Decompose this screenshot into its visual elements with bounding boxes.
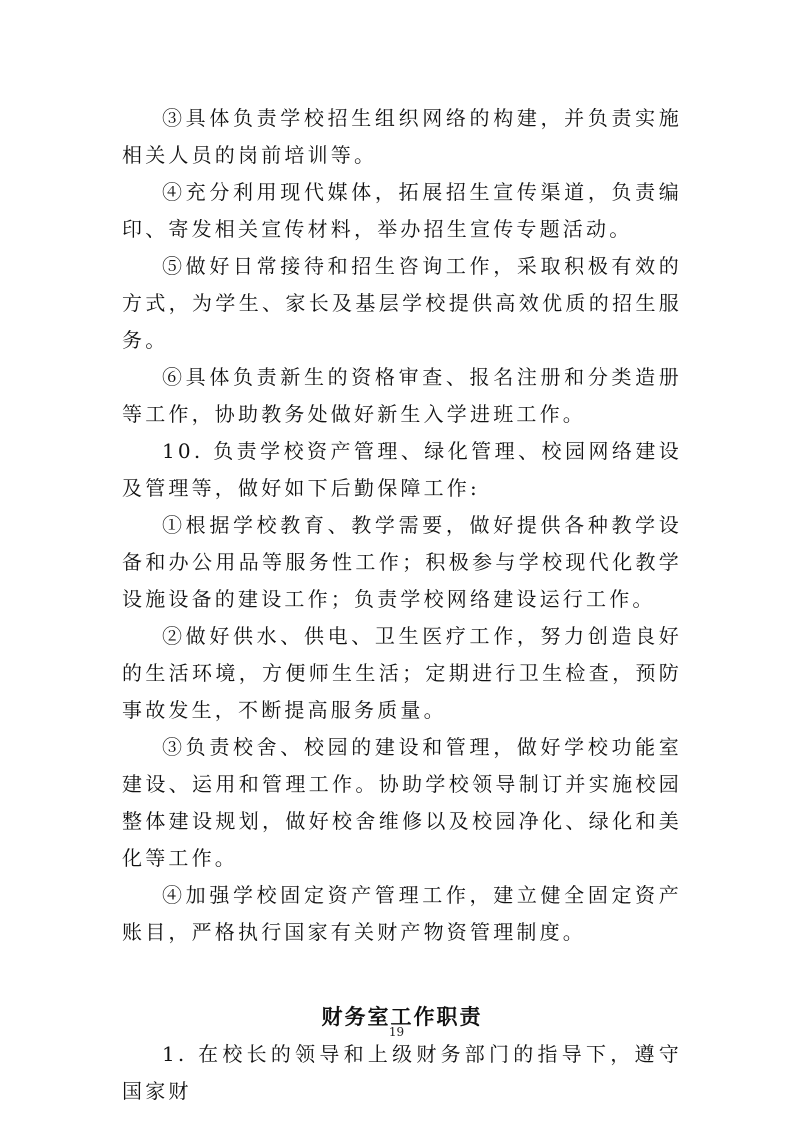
paragraph: ⑤做好日常接待和招生咨询工作，采取积极有效的方式，为学生、家长及基层学校提供高效优质的招生服务。 xyxy=(122,254,682,352)
paragraph: ③负责校舍、校园的建设和管理，做好学校功能室建设、运用和管理工作。协助学校领导制订并实施校园整体建设规划，做好校舍维修以及校园净化、绿化和美化等工作。 xyxy=(122,735,682,870)
paragraph: ②做好供水、供电、卫生医疗工作，努力创造良好的生活环境，方便师生生活；定期进行卫生检查，预防事故发生，不断提高服务质量。 xyxy=(122,624,682,722)
paragraph: ⑥具体负责新生的资格审查、报名注册和分类造册等工作，协助教务处做好新生入学进班工作。 xyxy=(122,365,682,426)
paragraph: ①根据学校教育、教学需要，做好提供各种教学设备和办公用品等服务性工作；积极参与学校现代化教学设施设备的建设工作；负责学校网络建设运行工作。 xyxy=(122,513,682,611)
page-body xyxy=(122,100,682,1110)
paragraph: 10. 负责学校资产管理、绿化管理、校园网络建设及管理等，做好如下后勤保障工作: xyxy=(122,439,682,500)
paragraph: ③具体负责学校招生组织网络的构建，并负责实施相关人员的岗前培训等。 xyxy=(122,106,682,167)
paragraph: 1. 在校长的领导和上级财务部门的指导下，遵守国家财 xyxy=(122,1042,682,1103)
section-title: 财务室工作职责 xyxy=(321,1005,483,1029)
paragraph: ④加强学校固定资产管理工作，建立健全固定资产账目，严格执行国家有关财产物资管理制度。 xyxy=(122,883,682,944)
paragraph: ④充分利用现代媒体，拓展招生宣传渠道，负责编印、寄发相关宣传材料，举办招生宣传专题活动。 xyxy=(122,180,682,241)
page-number: 19 xyxy=(388,1025,405,1039)
